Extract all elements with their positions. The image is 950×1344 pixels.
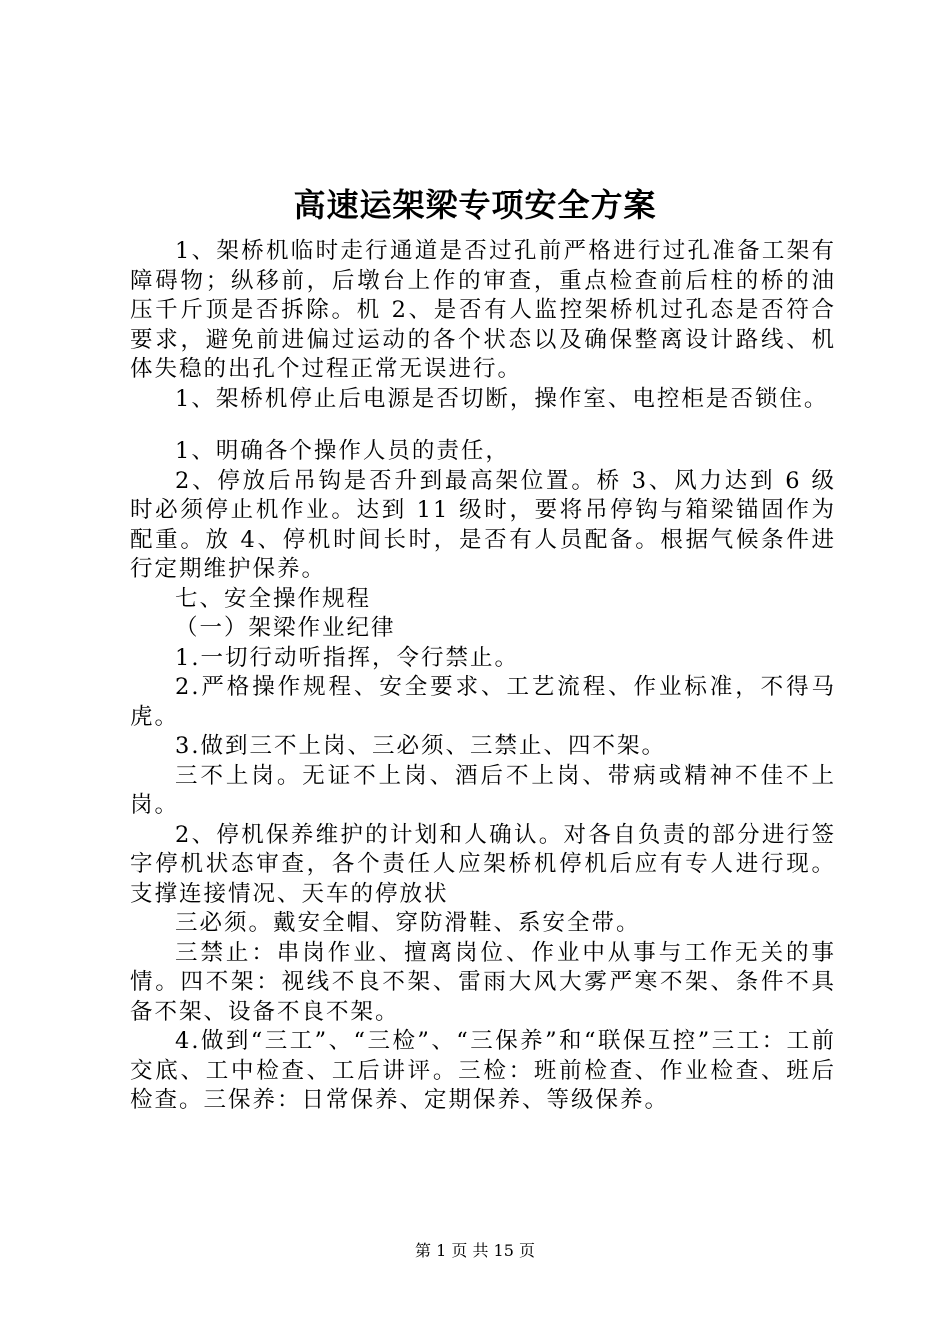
document-body: [130, 237, 836, 1116]
document-title: 高速运架梁专项安全方案: [293, 186, 657, 224]
paragraph: 2、停放后吊钩是否升到最高架位置。桥 3、风力达到 6 级时必须停止机作业。达到 11 级时，要将吊停钩与箱梁锚固作为配重。放 4、停机时间长时，是否有人员配备。根据气候条件进行定期维护保养。: [130, 467, 836, 582]
paragraph: 1.一切行动听指挥，令行禁止。: [175, 644, 519, 671]
paragraph: 三不上岗。无证不上岗、酒后不上岗、带病或精神不佳不上岗。: [130, 762, 836, 818]
paragraph: 三禁止：串岗作业、擅离岗位、作业中从事与工作无关的事情。四不架：视线不良不架、雷雨大风大雾严寒不架、条件不具备不架、设备不良不架。: [130, 939, 836, 1025]
paragraph: 4.做到“三工”、“三检”、“三保养”和“联保互控”三工：工前交底、工中检查、工后讲评。三检：班前检查、作业检查、班后检查。三保养：日常保养、定期保养、等级保养。: [130, 1028, 836, 1113]
paragraph: 三必须。戴安全帽、穿防滑鞋、系安全带。: [175, 910, 641, 936]
paragraph: 1、架桥机临时走行通道是否过孔前严格进行过孔准备工架有障碍物；纵移前，后墩台上作的审查，重点检查前后柱的桥的油压千斤顶是否拆除。机 2、是否有人监控架桥机过孔态是否符合要求，避免前进偏过运动的各个状态以及确保整离设计路线、机体失稳的出孔个过程正常无误进行。: [130, 238, 836, 382]
paragraph: 1、架桥机停止后电源是否切断，操作室、电控柜是否锁住。: [175, 385, 829, 412]
subsection-heading: （一）架梁作业纪律: [175, 615, 396, 641]
paragraph: 2.严格操作规程、安全要求、工艺流程、作业标准，不得马虎。: [130, 674, 836, 730]
section-heading: 七、安全操作规程: [175, 585, 372, 612]
paragraph: 1、明确各个操作人员的责任，: [175, 438, 510, 464]
page-number-footer: 第 1 页 共 15 页: [415, 1241, 535, 1260]
paragraph: 2、停机保养维护的计划和人确认。对各自负责的部分进行签字停机状态审查，各个责任人应架桥机停机后应有专人进行现。支撑连接情况、天车的停放状: [130, 821, 836, 907]
paragraph: 3.做到三不上岗、三必须、三禁止、四不架。: [175, 733, 666, 759]
